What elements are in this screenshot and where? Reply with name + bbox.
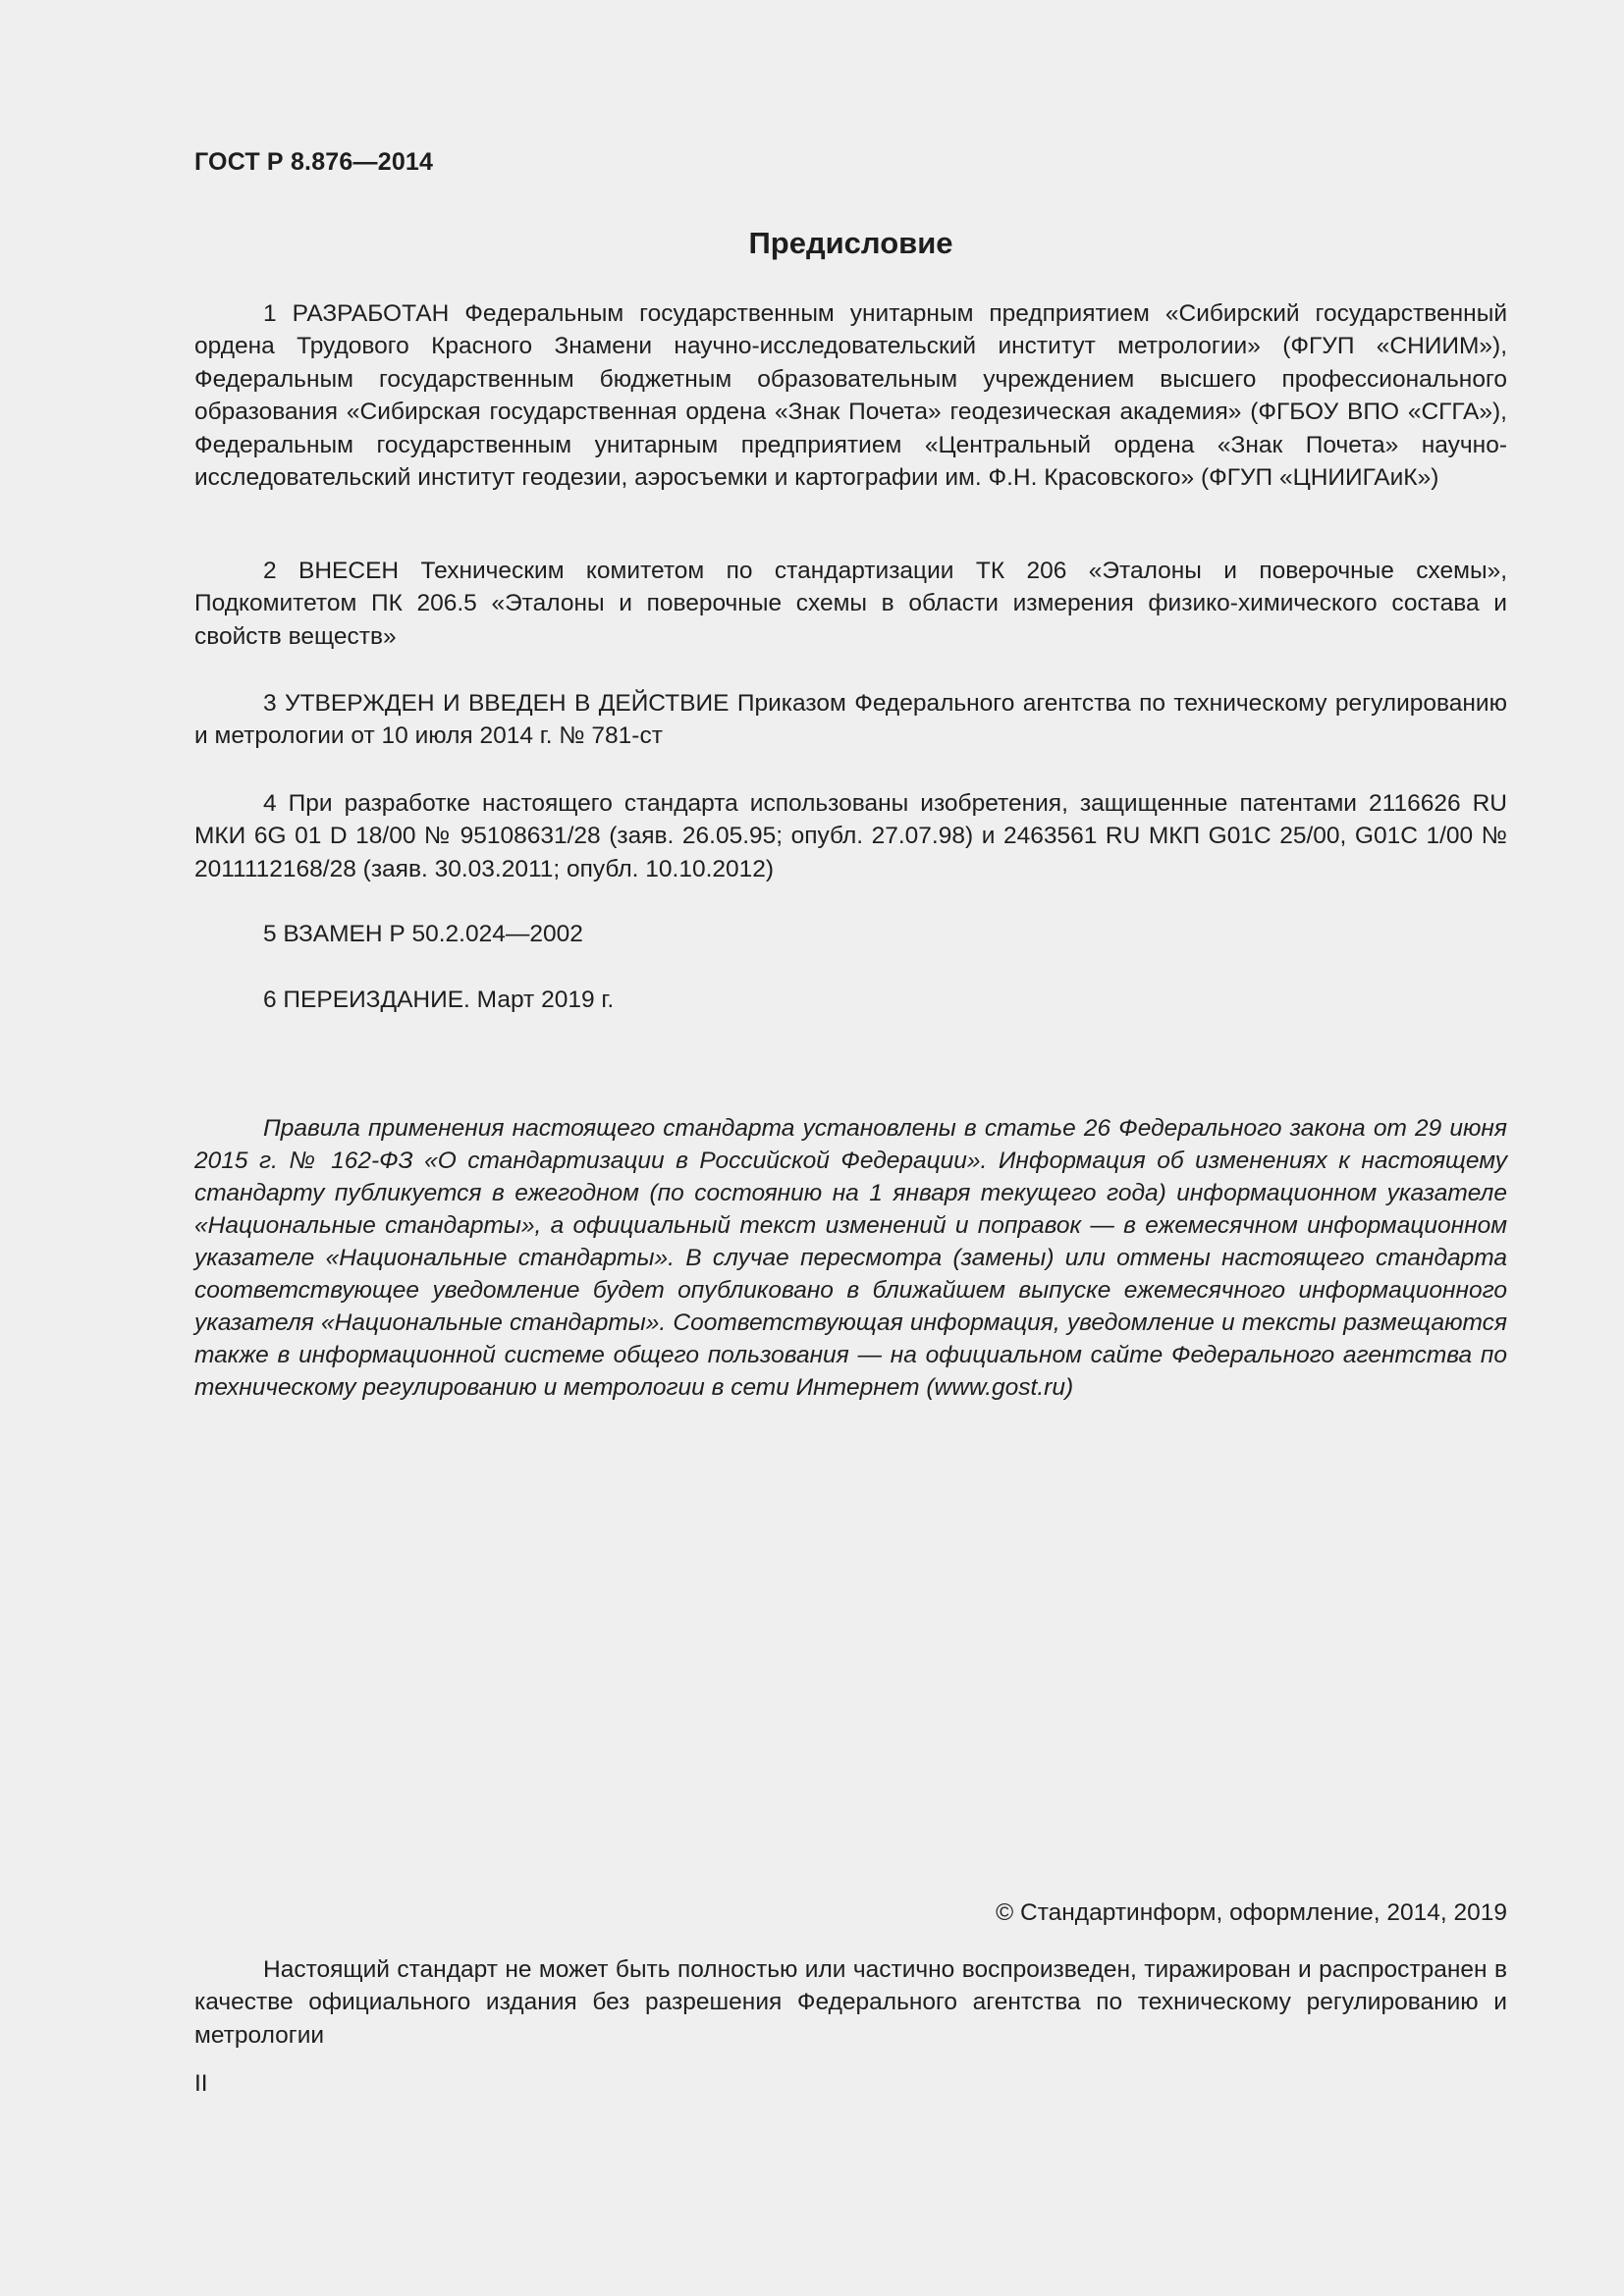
- preface-item-2: [194, 555, 1507, 653]
- reproduction-notice: [194, 1953, 1507, 2052]
- preface-item-6: [194, 984, 1507, 1016]
- application-rules-block: [194, 1112, 1507, 1404]
- preface-item-3: [194, 687, 1507, 753]
- preface-item-5: [194, 918, 1507, 950]
- preface-item-6-text: 6 ПЕРЕИЗДАНИЕ. Март 2019 г.: [263, 987, 615, 1013]
- reproduction-notice-text: Настоящий стандарт не может быть полностью или частично воспроизведен, тиражирован и распространен в качестве официального издания без разрешения Федерального агентства по техническому регулированию и метрологии: [194, 1956, 1507, 2049]
- preface-item-3-text: 3 УТВЕРЖДЕН И ВВЕДЕН В ДЕЙСТВИЕ Приказом Федерального агентства по техническому регулированию и метрологии от 10 июля 2014 г. № 781-ст: [194, 690, 1507, 750]
- preface-item-4-text: 4 При разработке настоящего стандарта использованы изобретения, защищенные патентами 2116626 RU МКИ 6G 01 D 18/00 № 95108631/28 (заяв. 26.05.95; опубл. 27.07.98) и 2463561 RU МКП G01C 25/00, G01C 1/00 № 2011112168/28 (заяв. 30.03.2011; опубл. 10.10.2012): [194, 790, 1507, 882]
- application-rules-text: Правила применения настоящего стандарта установлены в статье 26 Федерального закона от 29 июня 2015 г. № 162-ФЗ «О стандартизации в Российской Федерации». Информация об изменениях к настоящему стандарту публикуется в ежегодном (по состоянию на 1 января текущего года) информационном указателе «Национальные стандарты», а официальный текст изменений и поправок — в ежемесячном информационном указателе «Национальные стандарты». В случае пересмотра (замены) или отмены настоящего стандарта соответствующее уведомление будет опубликовано в ближайшем выпуске ежемесячного информационного указателя «Национальные стандарты». Соответствующая информация, уведомление и тексты размещаются также в информационной системе общего пользования — на официальном сайте Федерального агентства по техническому регулированию и метрологии в сети Интернет (www.gost.ru): [194, 1115, 1507, 1401]
- document-code-header: ГОСТ Р 8.876—2014: [194, 148, 434, 176]
- page-number: II: [194, 2070, 208, 2097]
- preface-item-1-text: 1 РАЗРАБОТАН Федеральным государственным унитарным предприятием «Сибирский государственный ордена Трудового Красного Знамени научно-исследовательский институт метрологии» (ФГУП «СНИИМ»), Федеральным государственным бюджетным образовательным учреждением высшего профессионального образования «Сибирская государственная ордена «Знак Почета» геодезическая академия» (ФГБОУ ВПО «СГГА»), Федеральным государственным унитарным предприятием «Центральный ордена «Знак Почета» научно-исследовательский институт геодезии, аэросъемки и картографии им. Ф.Н. Красовского» (ФГУП «ЦНИИГАиК»): [194, 300, 1507, 492]
- preface-item-1: [194, 297, 1507, 494]
- preface-item-4: [194, 787, 1507, 885]
- copyright-notice: © Стандартинформ, оформление, 2014, 2019: [996, 1899, 1507, 1926]
- page-title: Предисловие: [748, 226, 953, 260]
- preface-item-5-text: 5 ВЗАМЕН Р 50.2.024—2002: [263, 921, 583, 947]
- preface-item-2-text: 2 ВНЕСЕН Техническим комитетом по стандартизации ТК 206 «Эталоны и поверочные схемы», Подкомитетом ПК 206.5 «Эталоны и поверочные схемы в области измерения физико-химического состава и свойств веществ»: [194, 558, 1507, 650]
